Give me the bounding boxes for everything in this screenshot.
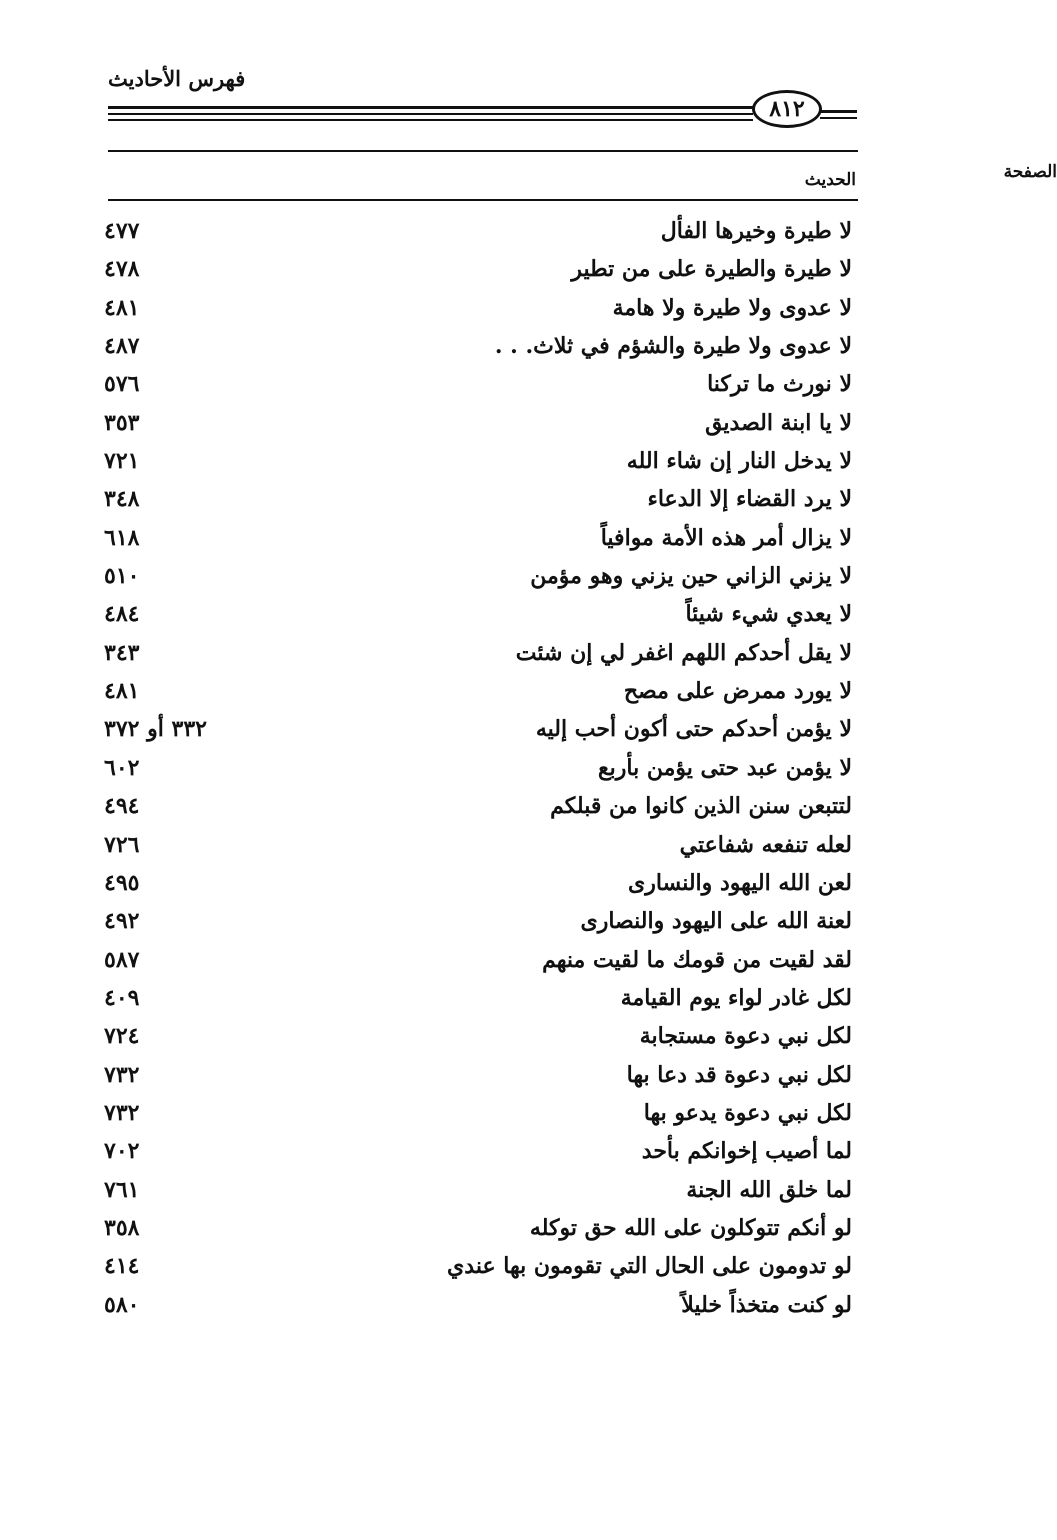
page-reference: ٤٨٤	[104, 601, 140, 628]
index-entry	[0, 1173, 949, 1211]
index-entry	[0, 214, 949, 252]
page-reference: ٤٩٤	[104, 793, 140, 820]
index-entries	[0, 214, 949, 1326]
page-reference: ٧٠٢	[104, 1138, 140, 1165]
index-entry	[0, 943, 949, 981]
index-entry	[0, 597, 949, 635]
hadith-text: لا يزال أمر هذه الأمة موافياً	[600, 524, 852, 551]
page-reference: ٧٣٢	[104, 1061, 140, 1088]
index-entry	[0, 1019, 949, 1057]
index-entry	[0, 406, 949, 444]
page-reference: ٧٦١	[104, 1176, 140, 1203]
hadith-text: لعله تنفعه شفاعتي	[679, 831, 852, 858]
hadith-text: لا عدوى ولا طيرة ولا هامة	[612, 294, 852, 321]
index-entry	[0, 1249, 949, 1287]
page-reference: ٤٩٥	[104, 869, 140, 896]
page-reference: ٤٧٨	[104, 256, 140, 283]
hadith-text: لكل نبي دعوة مستجابة	[639, 1023, 852, 1050]
index-entry	[0, 559, 949, 597]
column-header-page: الصفحة	[1003, 162, 1057, 182]
hadith-text: لعن الله اليهود والنسارى	[628, 869, 852, 896]
hadith-text: لا يقل أحدكم اللهم اغفر لي إن شئت	[515, 639, 852, 666]
page-reference: ٦١٨	[104, 524, 140, 551]
index-entry	[0, 329, 949, 367]
hadith-text: لا يؤمن عبد حتى يؤمن بأربع	[597, 754, 852, 781]
page-reference: ٤٧٧	[104, 218, 140, 244]
page-reference: ٤١٤	[104, 1253, 140, 1280]
index-entry	[0, 1211, 949, 1249]
index-entry	[0, 521, 949, 559]
index-entry	[0, 789, 949, 827]
page-reference: ٦٠٢	[104, 754, 140, 781]
page-reference: ٥١٠	[104, 563, 140, 590]
page-reference: ٧٢١	[104, 448, 140, 475]
page-reference: ٤٩٢	[104, 908, 140, 935]
page-reference: ٧٣٢	[104, 1099, 140, 1126]
hadith-text: لا طيرة والطيرة على من تطير	[571, 256, 852, 283]
header-rule	[820, 117, 857, 119]
page-reference: ٤٨١	[104, 678, 140, 705]
index-entry	[0, 252, 949, 290]
hadith-text: لا يدخل النار إن شاء الله	[626, 448, 852, 475]
hadith-text: لا يا ابنة الصديق	[705, 409, 852, 436]
hadith-text: لا يرد القضاء إلا الدعاء	[647, 486, 852, 513]
hadith-text: لو تدومون على الحال التي تقومون بها عندي	[447, 1253, 852, 1280]
index-entry	[0, 904, 949, 942]
hadith-text: لما أصيب إخوانكم بأحد	[641, 1138, 852, 1165]
running-title: فهرس الأحاديث	[108, 66, 246, 91]
index-entry	[0, 712, 949, 750]
hadith-text: لا يورد ممرض على مصح	[623, 678, 852, 705]
index-entry	[0, 674, 949, 712]
hadith-text: لكل غادر لواء يوم القيامة	[620, 984, 852, 1011]
page-reference: ٥٧٦	[104, 371, 140, 398]
column-header-rule	[108, 150, 858, 152]
hadith-text: لكل نبي دعوة قد دعا بها	[626, 1061, 852, 1088]
index-entry	[0, 1134, 949, 1172]
page-reference: ٥٨٧	[104, 946, 140, 973]
index-entry	[0, 444, 949, 482]
hadith-text: لا يؤمن أحدكم حتى أكون أحب إليه	[535, 716, 852, 743]
header-rule	[108, 106, 753, 109]
index-entry	[0, 1058, 949, 1096]
page-reference: ٧٢٤	[104, 1023, 140, 1050]
hadith-text: لا يعدي شيء شيئاً	[685, 601, 852, 628]
page-reference: ٤٨٧	[104, 333, 140, 360]
index-entry	[0, 291, 949, 329]
column-header-hadith: الحديث	[804, 170, 856, 190]
hadith-text: لتتبعن سنن الذين كانوا من قبلكم	[550, 793, 852, 820]
hadith-text: لكل نبي دعوة يدعو بها	[643, 1099, 852, 1126]
hadith-text: لقد لقيت من قومك ما لقيت منهم	[542, 946, 852, 973]
page-number: ٨١٢	[752, 90, 822, 128]
hadith-text: لا طيرة وخيرها الفأل	[660, 218, 852, 244]
page-reference: ٣٤٣	[104, 639, 140, 666]
index-entry	[0, 367, 949, 405]
column-header-rule	[108, 199, 858, 201]
index-entry	[0, 1096, 949, 1134]
page-reference: ٣٥٨	[104, 1214, 140, 1241]
hadith-text: لعنة الله على اليهود والنصارى	[580, 908, 852, 935]
page-reference: ٣٥٣	[104, 409, 140, 436]
hadith-text: لو كنت متخذاً خليلاً	[681, 1291, 852, 1318]
index-entry	[0, 482, 949, 520]
page-reference: ٤٨١	[104, 294, 140, 321]
page-reference: ٧٢٦	[104, 831, 140, 858]
hadith-text: لما خلق الله الجنة	[686, 1176, 852, 1203]
page-reference: ٣٤٨	[104, 486, 140, 513]
header-rule	[108, 119, 753, 121]
index-entry	[0, 636, 949, 674]
header-rule	[820, 110, 857, 113]
page-reference: ٥٨٠	[104, 1291, 140, 1318]
hadith-text: لا نورث ما تركنا	[707, 371, 852, 398]
index-entry	[0, 866, 949, 904]
index-entry	[0, 981, 949, 1019]
index-entry	[0, 828, 949, 866]
header-rule	[108, 113, 753, 115]
index-entry	[0, 751, 949, 789]
hadith-text: لا عدوى ولا طيرة والشؤم في ثلاث. . .	[494, 333, 852, 360]
hadith-text: لو أنكم تتوكلون على الله حق توكله	[529, 1214, 852, 1241]
page-reference: ٤٠٩	[104, 984, 140, 1011]
page-reference: ٣٣٢ أو ٣٧٢	[104, 716, 207, 743]
hadith-text: لا يزني الزاني حين يزني وهو مؤمن	[530, 563, 852, 590]
index-entry	[0, 1288, 949, 1326]
